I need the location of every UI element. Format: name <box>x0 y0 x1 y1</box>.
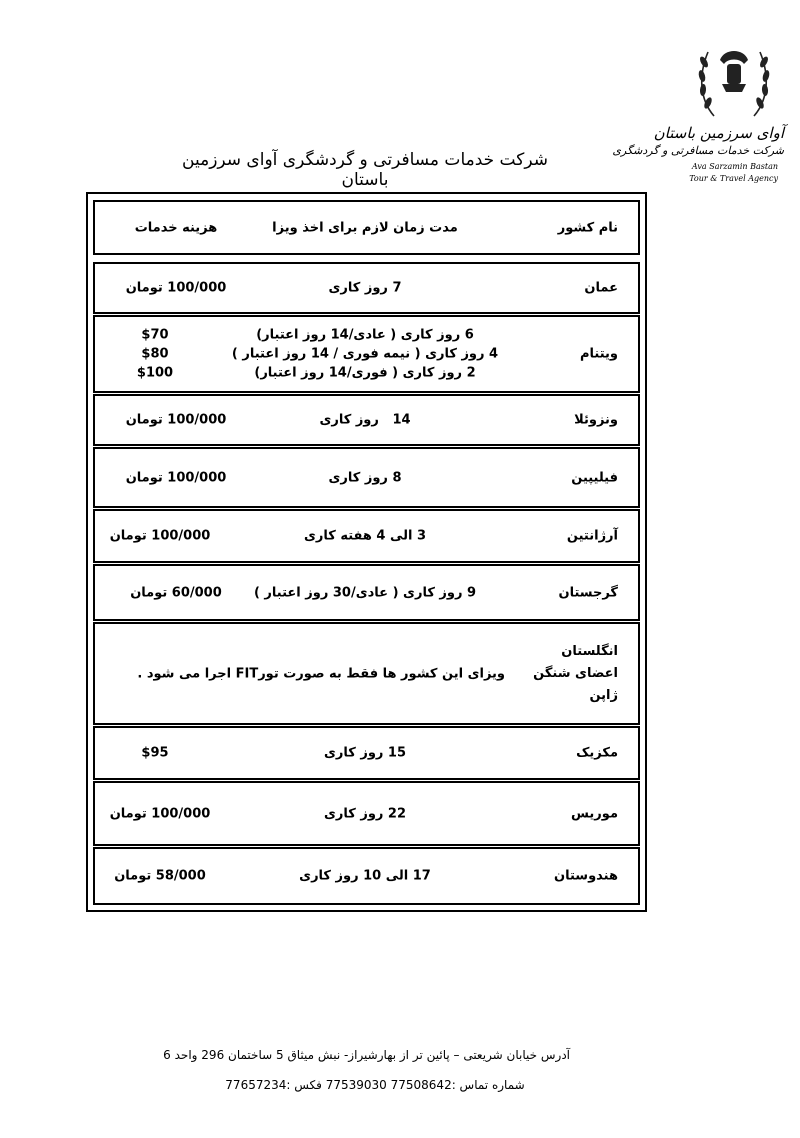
table-row <box>93 447 640 508</box>
visa-time-option: 4 روز کاری ( نیمه فوری / 14 روز اعتبار ) <box>231 346 499 362</box>
service-cost: 100/000 تومان <box>125 470 227 485</box>
country-name: عمان <box>584 280 618 296</box>
country-name: فیلیپین <box>571 470 618 485</box>
country-name: ونزوئلا <box>574 412 618 428</box>
footer-address: آدرس خیابان شریعتی – پائین تر از بهارشیراز- نبش میثاق 5 ساختمان 296 واحد 6 <box>163 1048 570 1062</box>
table-row <box>93 726 640 780</box>
country-name: اعضای شنگن <box>533 665 618 681</box>
country-name: مکزیک <box>576 745 618 761</box>
table-row <box>93 564 640 621</box>
service-cost: $95 <box>141 745 169 761</box>
laurel-emblem-icon <box>694 38 774 122</box>
country-name: ژاپن <box>589 687 618 703</box>
country-name: گرجستان <box>558 585 618 600</box>
logo-name-en: Ava Sarzamin Bastan <box>691 162 778 171</box>
table-row <box>93 847 640 905</box>
country-name: هندوستان <box>554 868 618 884</box>
visa-time: 22 روز کاری <box>323 806 407 821</box>
country-name: انگلستان <box>561 643 618 659</box>
document-title: شرکت خدمات مسافرتی و گردشگری آوای سرزمین باستان <box>182 150 548 190</box>
service-cost: 100/000 تومان <box>109 528 211 544</box>
table-row <box>93 394 640 446</box>
table-header-row <box>93 200 640 255</box>
logo-name-fa: آوای سرزمین باستان <box>653 124 784 142</box>
service-cost-option: $100 <box>136 365 174 381</box>
visa-time-options <box>230 326 500 383</box>
company-logo <box>612 38 792 183</box>
service-cost-options <box>125 326 185 383</box>
table-row <box>93 315 640 393</box>
visa-time: 7 روز کاری <box>328 280 402 296</box>
service-cost: 100/000 تومان <box>109 806 211 821</box>
service-cost-option: $70 <box>141 327 169 343</box>
visa-time: 9 روز کاری ( عادی/30 روز اعتبار ) <box>253 585 477 600</box>
service-cost-option: $80 <box>141 346 169 362</box>
table-row <box>93 781 640 846</box>
table-row <box>93 622 640 725</box>
logo-subtitle-en: Tour & Travel Agency <box>689 174 778 183</box>
service-cost: 100/000 تومان <box>125 280 227 296</box>
country-name: ویتنام <box>580 346 618 362</box>
footer-contact: شماره تماس :77508642 77539030 فکس :77657234 <box>225 1078 525 1092</box>
visa-time: 17 الی 10 روز کاری <box>299 868 431 884</box>
country-name-group <box>533 641 618 707</box>
country-name: موریس <box>571 806 618 821</box>
visa-time: 8 روز کاری <box>328 470 402 485</box>
table-row <box>93 509 640 563</box>
logo-subtitle-fa: شرکت خدمات مسافرتی و گردشگری <box>612 144 784 157</box>
header-country: نام کشور <box>557 220 618 235</box>
header-cost: هزینه خدمات <box>134 220 218 235</box>
visa-time-option: 2 روز کاری ( فوری/14 روز اعتبار) <box>254 365 476 381</box>
visa-time: 3 الی 4 هفته کاری <box>303 528 427 544</box>
table-row <box>93 262 640 314</box>
visa-time: 15 روز کاری <box>323 745 407 761</box>
service-cost: 60/000 تومان <box>130 585 222 600</box>
fit-tour-note: ویزای این کشور ها فقط به صورت تورFIT اجرا می شود . <box>137 666 505 681</box>
header-time: مدت زمان لازم برای اخذ ویزا <box>272 220 458 235</box>
service-cost: 58/000 تومان <box>114 868 206 884</box>
visa-time: 14 روز کاری <box>319 412 411 428</box>
country-name: آرژانتین <box>566 528 618 544</box>
service-cost: 100/000 تومان <box>125 412 227 428</box>
visa-time-option: 6 روز کاری ( عادی/14 روز اعتبار) <box>256 327 474 343</box>
